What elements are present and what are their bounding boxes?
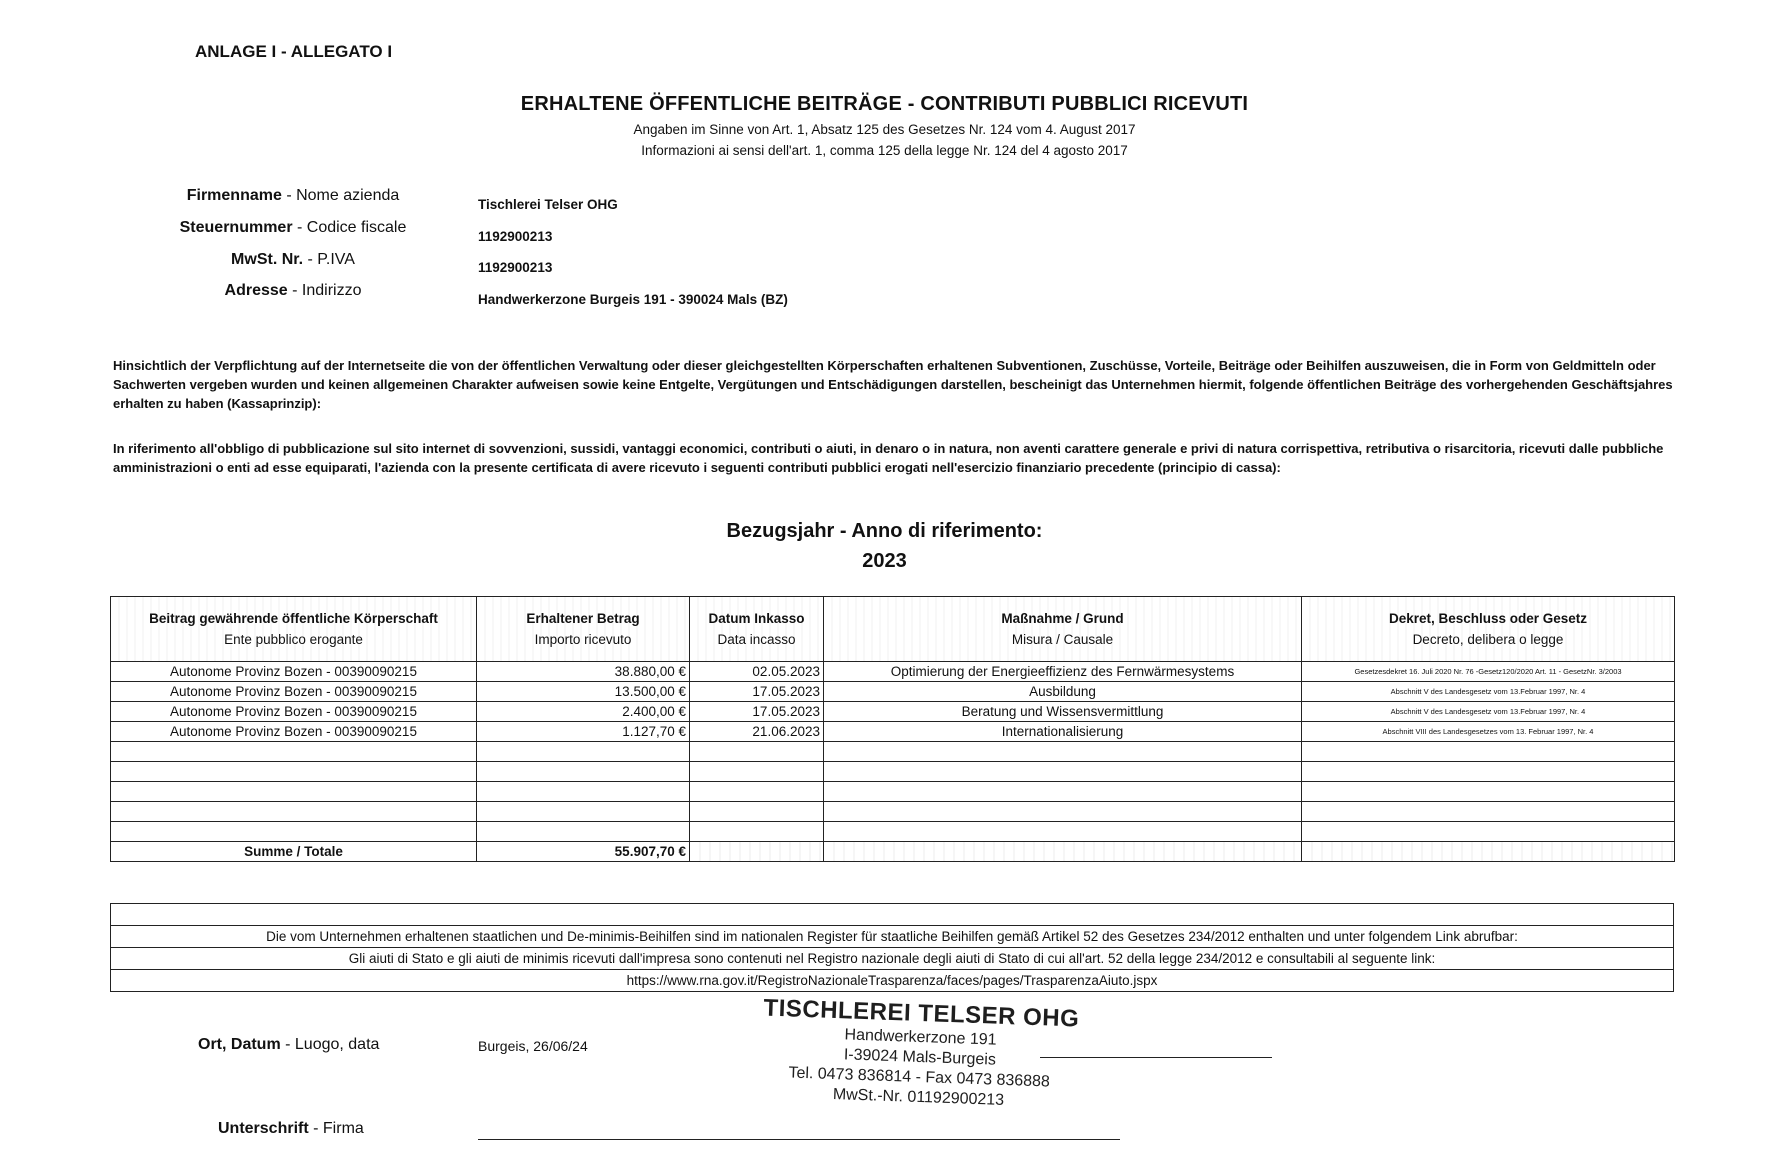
cell-decree: Gesetzesdekret 16. Juli 2020 Nr. 76 -Gesetz120/2020 Art. 11 - GesetzNr. 3/2003 bbox=[1302, 662, 1675, 682]
header-amount: Erhaltener Betrag Importo ricevuto bbox=[477, 597, 690, 662]
cell-measure: Internationalisierung bbox=[824, 722, 1302, 742]
company-name-label: Firmenname - Nome azienda bbox=[186, 187, 400, 204]
header-public-body: Beitrag gewährende öffentliche Körperschaft Ente pubblico erogante bbox=[111, 597, 477, 662]
declaration-paragraph-de: Hinsichtlich der Verpflichtung auf der Internetseite die von der öffentlichen Verwaltung oder dieser gleichgestellten Körperschaften erhaltenen Subventionen, Zuschüsse, Vorteile, Beiträge oder Beihilfen auszuweisen, die in Form von Geldmitteln oder Sachwerten vergeben wurden und keinen allgemeinen Charakter aufweisen sowie keine Entgelte, Vergütungen und Entschädigungen darstellen, bescheinigt das Unternehmen hiermit, folgende öffentlichen Beiträge des vorhergehenden Geschäftsjahres erhalten zu haben (Kassaprinzip): bbox=[113, 358, 1673, 411]
cell-decree: Abschnitt V des Landesgesetz vom 13.Februar 1997, Nr. 4 bbox=[1302, 682, 1675, 702]
document-title: ERHALTENE ÖFFENTLICHE BEITRÄGE - CONTRIBUTI PUBBLICI RICEVUTI bbox=[520, 93, 1249, 115]
table-header-row bbox=[111, 597, 1675, 662]
cell-date: 17.05.2023 bbox=[690, 682, 824, 702]
cell-decree: Abschnitt VIII des Landesgesetzes vom 13. Februar 1997, Nr. 4 bbox=[1302, 722, 1675, 742]
empty-row bbox=[111, 782, 1675, 802]
cell-date: 02.05.2023 bbox=[690, 662, 824, 682]
vat-number-label: MwSt. Nr. - P.IVA bbox=[231, 251, 355, 268]
tax-number-label: Steuernummer - Codice fiscale bbox=[179, 219, 407, 236]
address-value: Handwerkerzone Burgeis 191 - 390024 Mals (BZ) bbox=[478, 292, 788, 307]
address-label: Adresse - Indirizzo bbox=[224, 282, 362, 299]
cell-date: 21.06.2023 bbox=[690, 722, 824, 742]
state-aid-text-de: Die vom Unternehmen erhaltenen staatlichen und De-minimis-Beihilfen sind im nationalen Register für staatliche Beihilfen gemäß Artikel 52 des Gesetzes 234/2012 enthalten und unter folgendem Link abrufbar: bbox=[111, 926, 1674, 948]
tax-number-value: 1192900213 bbox=[478, 229, 553, 244]
cell-amount: 38.880,00 € bbox=[477, 662, 690, 682]
table-row bbox=[111, 722, 1675, 742]
subtitle-de: Angaben im Sinne von Art. 1, Absatz 125 des Gesetzes Nr. 124 vom 4. August 2017 bbox=[633, 122, 1136, 137]
cell-amount: 2.400,00 € bbox=[477, 702, 690, 722]
empty-row bbox=[111, 822, 1675, 842]
grants-table bbox=[110, 596, 1675, 862]
cell-amount: 1.127,70 € bbox=[477, 722, 690, 742]
declaration-paragraph-it: In riferimento all'obbligo di pubblicazione sul sito internet di sovvenzioni, sussidi, vantaggi economici, contributi o aiuti, in denaro o in natura, non aventi carattere generale e privi di natura corrispettiva, retributiva o risarcitoria, ricevuti dalle pubbliche amministrazioni o enti ad esse equiparati, l'azienda con la presente certificata di avere ricevuto i seguenti contributi pubblici erogati nell'esercizio finanziario precedente (principio di cassa): bbox=[113, 441, 1664, 475]
empty-row bbox=[111, 742, 1675, 762]
annex-label: ANLAGE I - ALLEGATO I bbox=[195, 42, 393, 61]
cell-decree: Abschnitt V des Landesgesetz vom 13.Februar 1997, Nr. 4 bbox=[1302, 702, 1675, 722]
cell-date: 17.05.2023 bbox=[690, 702, 824, 722]
cell-public-body: Autonome Provinz Bozen - 00390090215 bbox=[111, 662, 477, 682]
empty-row bbox=[111, 802, 1675, 822]
company-stamp: TISCHLEREI TELSER OHG Handwerkerzone 191 I-39024 Mals-Burgeis Tel. 0473 836814 - Fax 0473 836888 MwSt.-Nr. 01192900213 bbox=[763, 994, 1080, 1109]
cell-measure: Optimierung der Energieeffizienz des Fernwärmesystems bbox=[824, 662, 1302, 682]
header-date: Datum Inkasso Data incasso bbox=[690, 597, 824, 662]
reference-year-value: 2023 bbox=[862, 550, 907, 572]
subtitle-it: Informazioni ai sensi dell'art. 1, comma 125 della legge Nr. 124 del 4 agosto 2017 bbox=[641, 143, 1128, 158]
table-row bbox=[111, 682, 1675, 702]
cell-measure: Ausbildung bbox=[824, 682, 1302, 702]
reference-year-label: Bezugsjahr - Anno di riferimento: bbox=[726, 520, 1043, 542]
state-aid-register-link[interactable]: https://www.rna.gov.it/RegistroNazionaleTrasparenza/faces/pages/TrasparenzaAiuto.jspx bbox=[111, 970, 1674, 992]
cell-public-body: Autonome Provinz Bozen - 00390090215 bbox=[111, 702, 477, 722]
place-date-value: Burgeis, 26/06/24 bbox=[478, 1038, 588, 1054]
header-decree: Dekret, Beschluss oder Gesetz Decreto, delibera o legge bbox=[1302, 597, 1675, 662]
signature-line bbox=[478, 1139, 1120, 1140]
state-aid-register-table bbox=[110, 903, 1674, 992]
vat-number-value: 1192900213 bbox=[478, 260, 553, 275]
table-row bbox=[111, 702, 1675, 722]
signature-label: Unterschrift - Firma bbox=[218, 1120, 364, 1137]
empty-row bbox=[111, 762, 1675, 782]
total-row bbox=[111, 842, 1675, 862]
table-row bbox=[111, 662, 1675, 682]
cell-amount: 13.500,00 € bbox=[477, 682, 690, 702]
company-name-value: Tischlerei Telser OHG bbox=[478, 197, 618, 212]
total-amount: 55.907,70 € bbox=[477, 842, 690, 862]
cell-public-body: Autonome Provinz Bozen - 00390090215 bbox=[111, 722, 477, 742]
cell-public-body: Autonome Provinz Bozen - 00390090215 bbox=[111, 682, 477, 702]
cell-measure: Beratung und Wissensvermittlung bbox=[824, 702, 1302, 722]
total-label: Summe / Totale bbox=[111, 842, 477, 862]
state-aid-text-it: Gli aiuti di Stato e gli aiuti de minimis ricevuti dall'impresa sono contenuti nel Registro nazionale degli aiuti di Stato di cui all'art. 52 della legge 234/2012 e consultabili al seguente link: bbox=[111, 948, 1674, 970]
place-date-label: Ort, Datum - Luogo, data bbox=[198, 1036, 380, 1053]
header-measure: Maßnahme / Grund Misura / Causale bbox=[824, 597, 1302, 662]
